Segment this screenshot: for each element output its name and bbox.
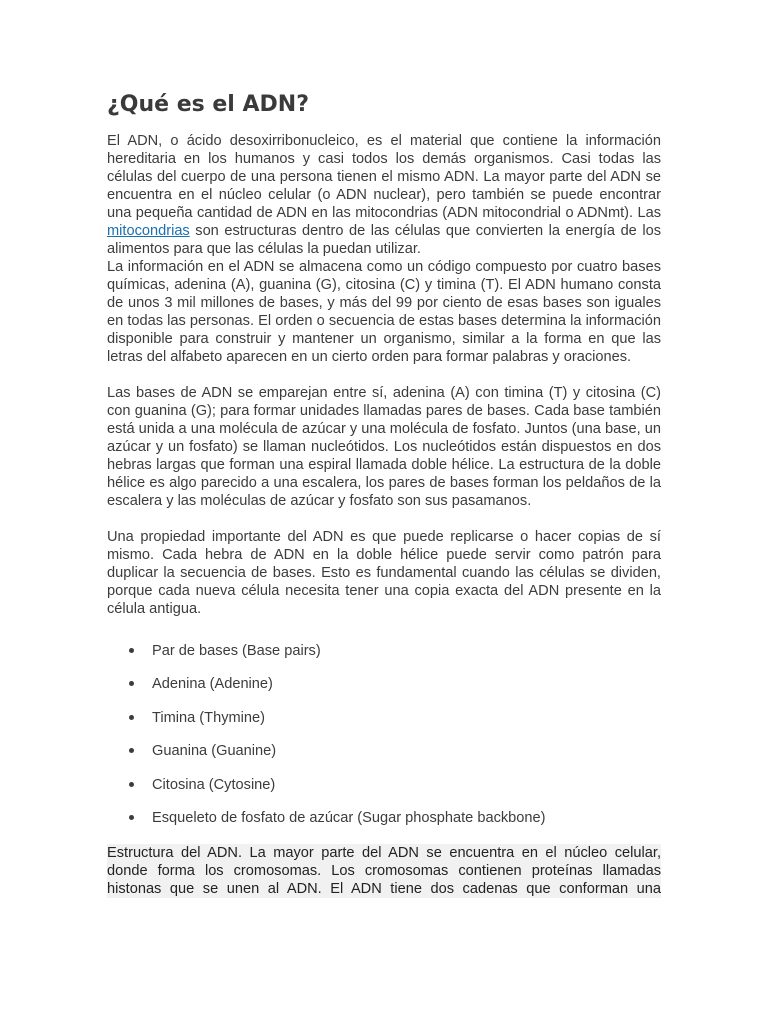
bullet-dot-icon <box>129 748 134 753</box>
intro-paragraph <box>107 132 661 258</box>
paragraph-replication: Una propiedad importante del ADN es que puede replicarse o hacer copias de sí mismo. Cada hebra de ADN en la doble hélice puede servir como patrón para duplicar la secuencia de bases. Esto es fundamental cuando las células se dividen, porque cada nueva célula necesita tener una copia exacta del ADN presente en la célula antigua. <box>107 529 661 617</box>
list-item-label: Guanina (Guanine) <box>152 743 277 760</box>
bullet-dot-icon <box>129 681 134 686</box>
paragraph-base-pairs: Las bases de ADN se emparejan entre sí, adenina (A) con timina (T) y citosina (C) con guanina (G); para formar unidades llamadas pares de bases. Cada base también está unida a una molécula de azúcar y una molécula de fosfato. Juntos (una base, un azúcar y un fosfato) se llaman nucleótidos. Los nucleótidos están dispuestos en dos hebras largas que forman una espiral llamada doble hélice. La estructura de la doble hélice es algo parecido a una escalera, los pares de bases forman los peldaños de la escalera y las moléculas de azúcar y fosfato son sus pasamanos. <box>107 385 661 509</box>
list-item <box>107 709 661 742</box>
list-item <box>107 742 661 775</box>
list-item-label: Timina (Thymine) <box>152 709 265 726</box>
list-item-label: Citosina (Cytosine) <box>152 776 276 793</box>
list-item <box>107 642 661 675</box>
list-item <box>107 809 661 842</box>
list-item-label: Esqueleto de fosfato de azúcar (Sugar phosphate backbone) <box>152 809 546 826</box>
intro-text-end: son estructuras dentro de las células que convierten la energía de los alimentos para que las células la puedan utilizar. <box>107 223 661 257</box>
list-item <box>107 675 661 708</box>
bullet-dot-icon <box>129 815 134 820</box>
list-item-label: Par de bases (Base pairs) <box>152 643 321 659</box>
bullet-dot-icon <box>129 782 134 787</box>
bullet-dot-icon <box>129 715 134 720</box>
list-item <box>107 776 661 809</box>
page-title: ¿Qué es el ADN? <box>107 92 309 117</box>
bullet-dot-icon <box>129 648 134 653</box>
intro-text-start: El ADN, o ácido desoxirribonucleico, es el material que contiene la información hereditaria en los humanos y casi todos los demás organismos. Casi todas las células del cuerpo de una persona tienen el mismo ADN. La mayor parte del ADN se encuentra en el núcleo celular (o ADN nuclear), pero también se puede encontrar una pequeña cantidad de ADN en las mitocondrias (ADN mitocondrial o ADNmt). Las <box>107 133 661 221</box>
list-item-label: Adenina (Adenine) <box>152 676 273 693</box>
mitocondrias-link[interactable]: mitocondrias <box>107 223 190 239</box>
paragraph-bases: La información en el ADN se almacena como un código compuesto por cuatro bases químicas, adenina (A), guanina (G), citosina (C) y timina (T). El ADN humano consta de unos 3 mil millones de bases, y más del 99 por ciento de esas bases son iguales en todas las personas. El orden o secuencia de estas bases determina la información disponible para construir y mantener un organismo, similar a la forma en que las letras del alfabeto aparecen en un cierto orden para formar palabras y oraciones. <box>107 259 661 365</box>
document-page <box>107 88 661 898</box>
figure-caption <box>107 844 661 898</box>
caption-text: Estructura del ADN. La mayor parte del ADN se encuentra en el núcleo celular, donde forma los cromosomas. Los cromosomas contienen proteínas llamadas histonas que se unen al ADN. El ADN tiene dos cadenas que conforman una <box>107 845 661 898</box>
dna-parts-list <box>107 642 661 842</box>
